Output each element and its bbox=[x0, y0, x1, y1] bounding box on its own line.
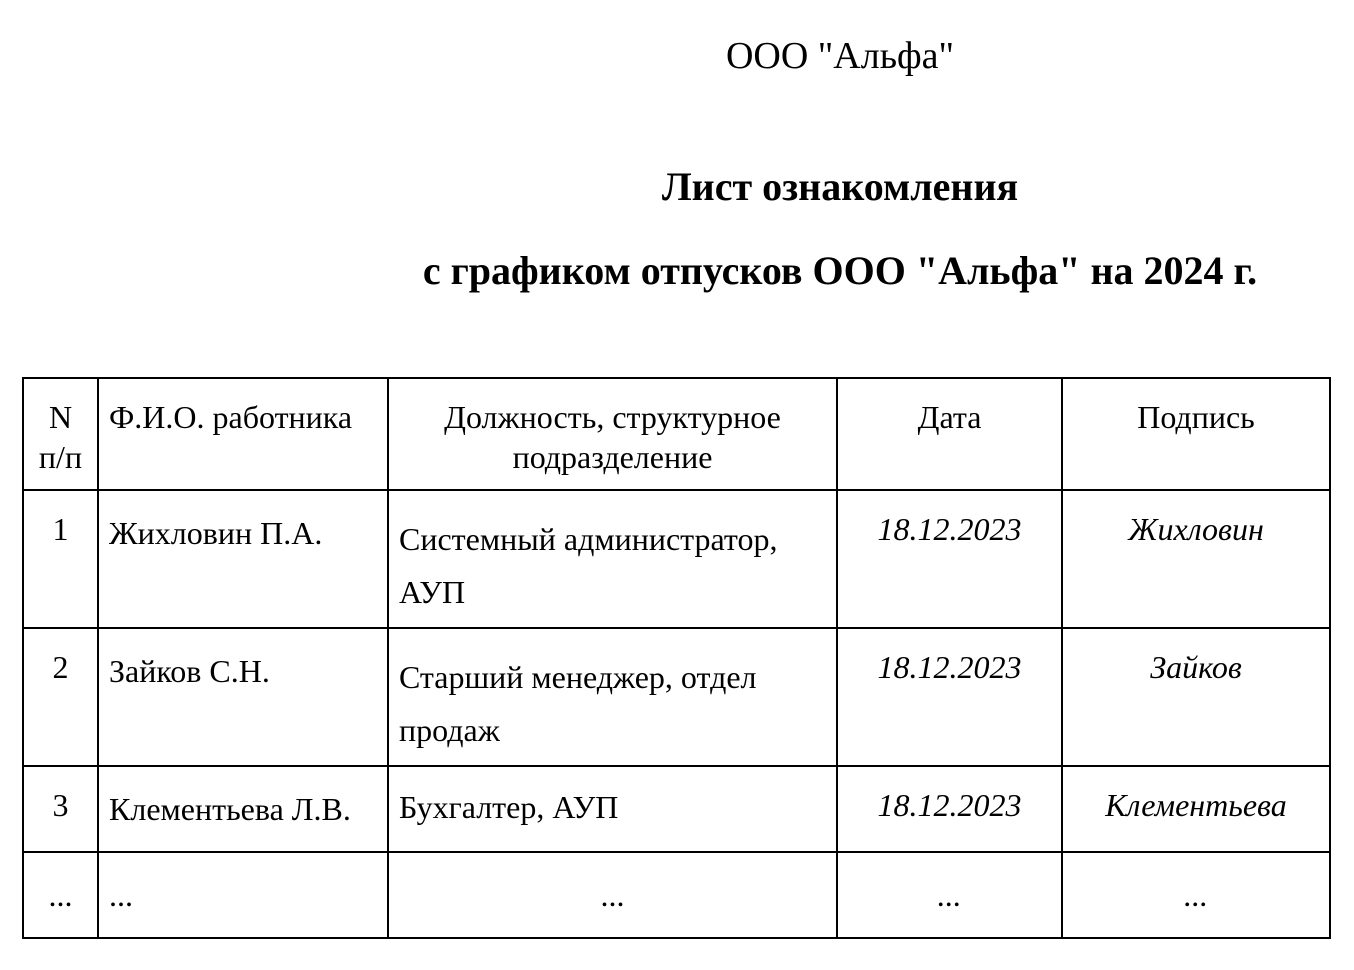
organization-name: ООО "Альфа" bbox=[725, 35, 955, 77]
employee-name: Жихловин П.А. bbox=[109, 515, 323, 551]
table-header-row bbox=[23, 378, 1330, 490]
employee-signature: Зайков bbox=[1150, 649, 1242, 685]
header-name bbox=[98, 378, 388, 490]
employee-signature: ... bbox=[1184, 877, 1208, 913]
employee-position-line2: продаж bbox=[399, 712, 500, 748]
header-number bbox=[23, 378, 98, 490]
acknowledgement-date: ... bbox=[937, 877, 962, 913]
employee-position-line1: Системный администратор, bbox=[399, 521, 778, 557]
employee-position-line1: Старший менеджер, отдел bbox=[399, 659, 757, 695]
row-number: ... bbox=[48, 877, 73, 913]
header-date-label: Дата bbox=[917, 399, 982, 435]
header-signature bbox=[1062, 378, 1330, 490]
header-number-line2: п/п bbox=[38, 439, 83, 475]
header-position bbox=[388, 378, 837, 490]
employee-position-line2: АУП bbox=[399, 574, 466, 610]
row-number: 3 bbox=[52, 787, 69, 823]
employee-name: ... bbox=[109, 877, 133, 913]
header-name-label: Ф.И.О. работника bbox=[109, 399, 353, 435]
table-row bbox=[23, 628, 1330, 766]
table-row bbox=[23, 766, 1330, 852]
row-number: 2 bbox=[52, 649, 69, 685]
employee-signature: Клементьева bbox=[1105, 787, 1287, 823]
header-position-line2: подразделение bbox=[512, 439, 713, 475]
document-title: Лист ознакомления bbox=[661, 164, 1019, 209]
acknowledgement-date: 18.12.2023 bbox=[877, 511, 1022, 547]
employee-position-line1: Бухгалтер, АУП bbox=[399, 789, 619, 825]
row-number: 1 bbox=[52, 511, 69, 547]
table-row-ellipsis bbox=[23, 852, 1330, 938]
header-signature-label: Подпись bbox=[1137, 399, 1255, 435]
employee-signature: Жихловин bbox=[1128, 511, 1264, 547]
document-subtitle: с графиком отпусков ООО "Альфа" на 2024 г. bbox=[422, 248, 1258, 293]
employee-name: Клементьева Л.В. bbox=[109, 791, 351, 827]
header-position-line1: Должность, структурное bbox=[444, 399, 781, 435]
acknowledgement-date: 18.12.2023 bbox=[877, 787, 1022, 823]
acknowledgement-table bbox=[22, 377, 1331, 939]
header-number-line1: N bbox=[48, 399, 73, 435]
acknowledgement-date: 18.12.2023 bbox=[877, 649, 1022, 685]
employee-position-line1: ... bbox=[600, 877, 625, 913]
table-row bbox=[23, 490, 1330, 628]
employee-name: Зайков С.Н. bbox=[109, 653, 270, 689]
header-date bbox=[837, 378, 1062, 490]
